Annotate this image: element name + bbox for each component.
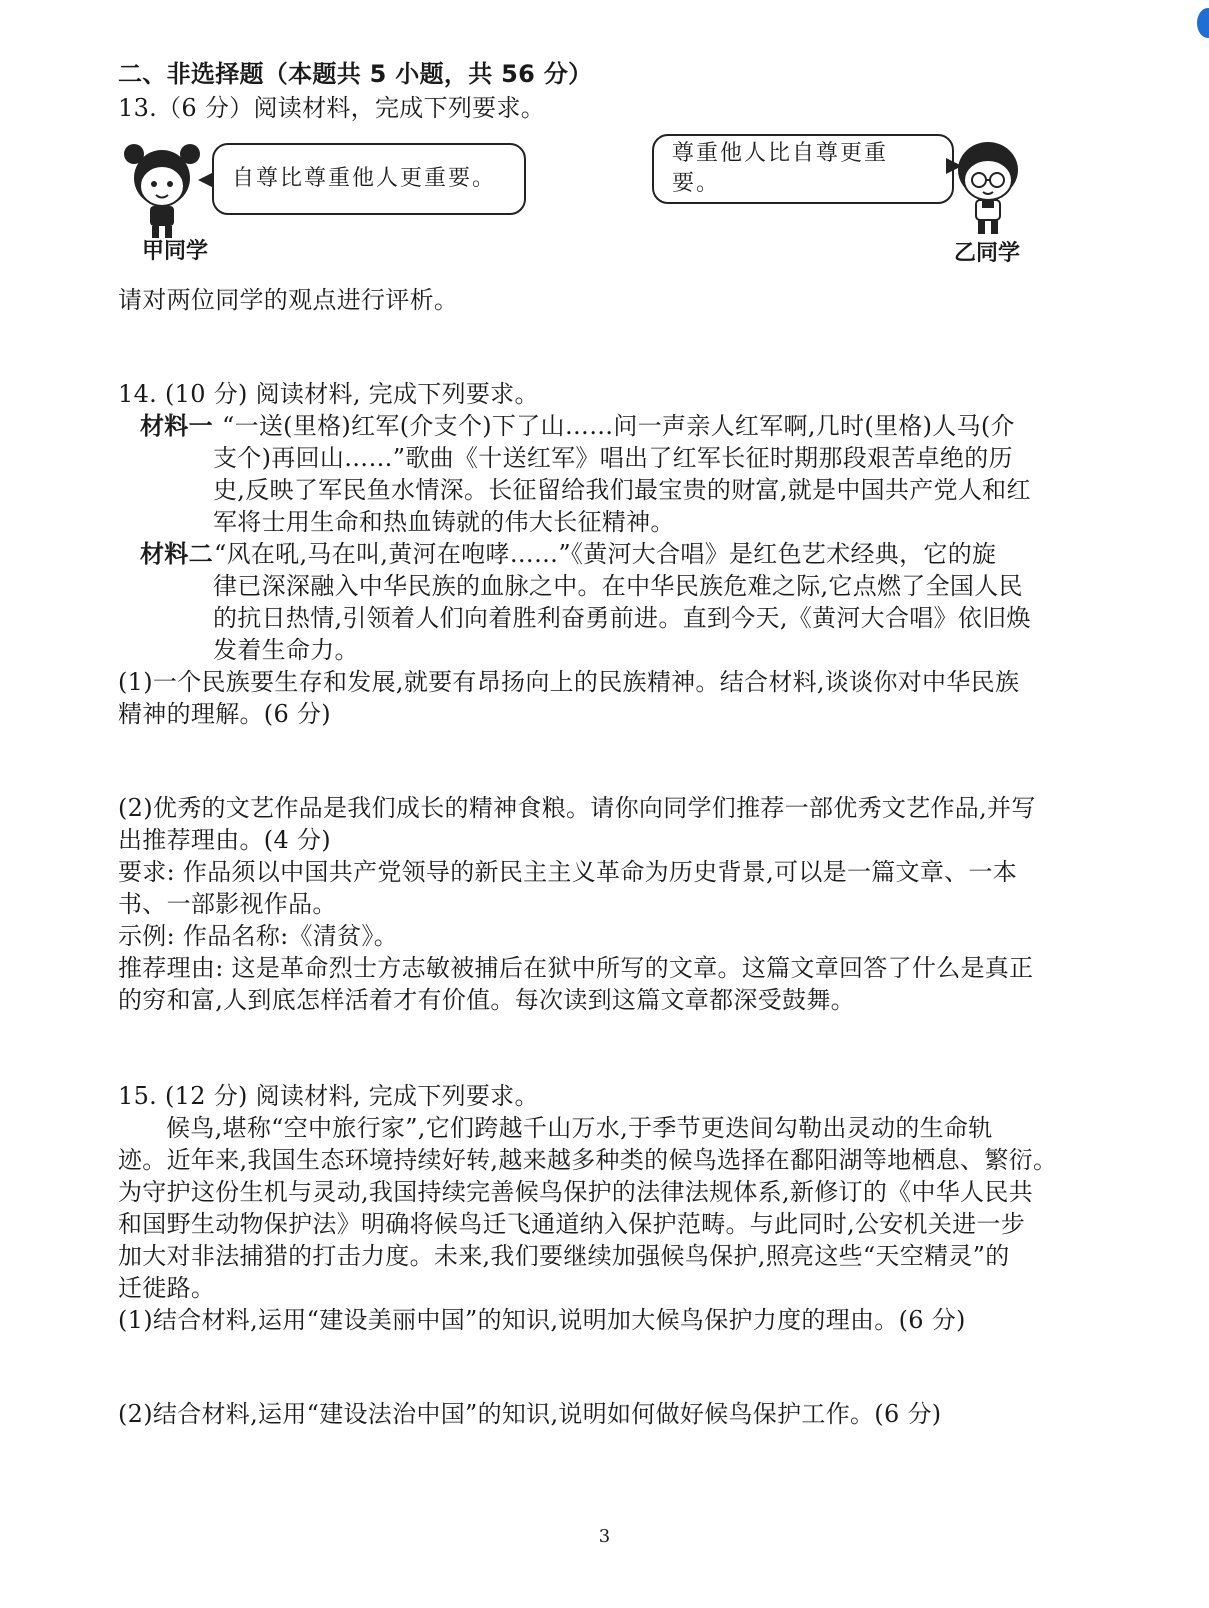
q15-part2: (2)结合材料,运用“建设法治中国”的知识,说明如何做好候鸟保护工作。(6 分) <box>118 1400 942 1428</box>
boy-student-icon <box>948 136 1028 236</box>
q15-material-line: 和国野生动物保护法》明确将候鸟迁飞通道纳入保护范畴。与此同时,公安机关进一步 <box>118 1210 1026 1238</box>
q14-example: 示例: 作品名称:《清贫》。 <box>118 922 398 950</box>
q15-part1: (1)结合材料,运用“建设美丽中国”的知识,说明加大候鸟保护力度的理由。(6 分) <box>118 1306 966 1334</box>
q13-task: 请对两位同学的观点进行评析。 <box>118 286 459 314</box>
edge-marker <box>1197 8 1209 38</box>
q14-part1-line: 精神的理解。(6 分) <box>118 700 331 728</box>
q14-material2-line: “风在吼,马在叫,黄河在咆哮……”《黄河大合唱》是红色艺术经典，它的旋 <box>214 540 997 568</box>
q15-material-line: 迁徙路。 <box>118 1274 216 1302</box>
student-b-label: 乙同学 <box>954 241 1021 266</box>
speech-text-a: 自尊比尊重他人更重要。 <box>232 166 497 191</box>
q15-material-line: 为守护这份生机与灵动,我国持续完善候鸟保护的法律法规体系,新修订的《中华人民共 <box>118 1178 1033 1206</box>
q14-reason-line: 的穷和富,人到底怎样活着才有价值。每次读到这篇文章都深受鼓舞。 <box>118 986 855 1014</box>
q15-material-line: 加大对非法捕猎的打击力度。未来,我们要继续加强候鸟保护,照亮这些“天空精灵”的 <box>118 1242 1010 1270</box>
q14-material2-line: 律已深深融入中华民族的血脉之中。在中华民族危难之际,它点燃了全国人民 <box>213 572 1023 600</box>
q14-material2-line: 的抗日热情,引领着人们向着胜利奋勇前进。直到今天,《黄河大合唱》依旧焕 <box>213 604 1031 632</box>
q15-stem: 15. (12 分) 阅读材料, 完成下列要求。 <box>118 1082 539 1110</box>
speech-bubble-b <box>652 134 954 204</box>
q14-part1-line: (1)一个民族要生存和发展,就要有昂扬向上的民族精神。结合材料,谈谈你对中华民族 <box>118 668 1020 696</box>
q14-requirement-line: 要求: 作品须以中国共产党领导的新民主主义革命为历史背景,可以是一篇文章、一本 <box>118 858 1018 886</box>
q15-material-line: 迹。近年来,我国生态环境持续好转,越来越多种类的候鸟选择在鄱阳湖等地栖息、繁衍。 <box>118 1146 1058 1174</box>
student-a-label: 甲同学 <box>142 239 209 264</box>
speech-bubble-a <box>212 143 526 215</box>
q14-requirement-line: 书、一部影视作品。 <box>118 890 337 918</box>
q14-part2-line: 出推荐理由。(4 分) <box>118 826 331 854</box>
q14-part2-line: (2)优秀的文艺作品是我们成长的精神食粮。请你向同学们推荐一部优秀文艺作品,并写 <box>118 794 1036 822</box>
q14-material1-line: 支个)再回山……”歌曲《十送红军》唱出了红军长征时期那段艰苦卓绝的历 <box>213 444 1013 472</box>
q14-material1-line: 史,反映了军民鱼水情深。长征留给我们最宝贵的财富,就是中国共产党人和红 <box>213 476 1031 504</box>
q15-material-line: 候鸟,堪称“空中旅行家”,它们跨越千山万水,于季节更迭间勾勒出灵动的生命轨 <box>166 1114 993 1142</box>
q14-stem: 14. (10 分) 阅读材料, 完成下列要求。 <box>118 380 539 408</box>
section-title: 二、非选择题（本题共 5 小题，共 56 分） <box>118 60 593 88</box>
q14-material1-line: “一送(里格)红军(介支个)下了山……问一声亲人红军啊,几时(里格)人马(介 <box>222 412 1015 440</box>
speech-text-b: 尊重他人比自尊更重要。 <box>672 141 889 196</box>
q14-reason-line: 推荐理由: 这是革命烈士方志敏被捕后在狱中所写的文章。这篇文章回答了什么是真正 <box>118 954 1034 982</box>
q14-material2-line: 发着生命力。 <box>213 636 359 664</box>
q13-stem: 13.（6 分）阅读材料，完成下列要求。 <box>118 94 546 122</box>
q14-material2-label: 材料二 <box>140 540 213 568</box>
girl-student-icon <box>122 140 202 240</box>
q14-material1-label: 材料一 <box>140 412 213 440</box>
q14-material1-line: 军将士用生命和热血铸就的伟大长征精神。 <box>213 508 675 536</box>
page-number: 3 <box>598 1526 611 1547</box>
